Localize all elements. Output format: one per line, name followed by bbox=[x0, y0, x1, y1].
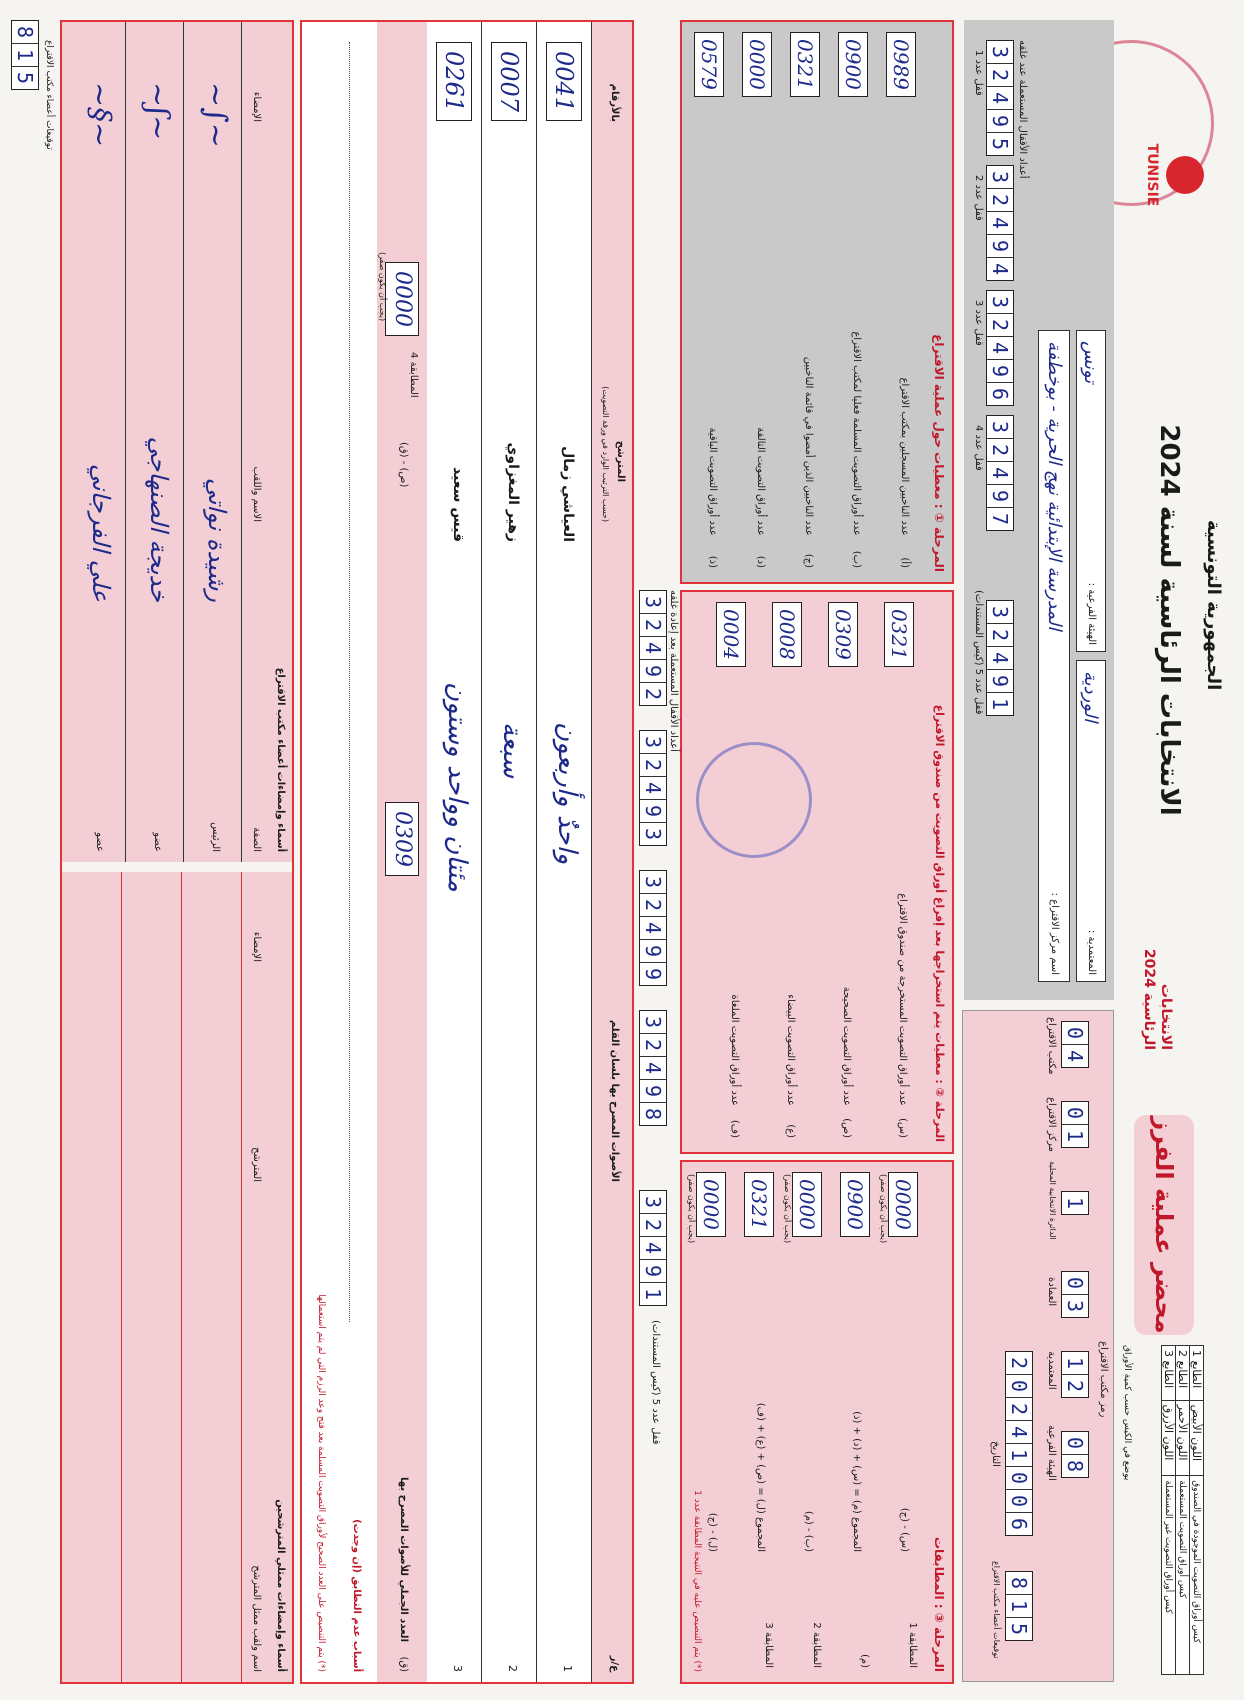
digit: 6 bbox=[987, 382, 1013, 405]
candidate-words: واحدٌ وأربعون bbox=[552, 722, 582, 865]
row-label: عدد أوراق التصويت التالفة bbox=[755, 427, 766, 536]
subdivision-field bbox=[1076, 330, 1106, 652]
digit: 2 bbox=[1062, 1374, 1088, 1397]
member-name: علي الفرجاني bbox=[87, 463, 115, 602]
row-code: (س) bbox=[897, 1117, 908, 1138]
digit: 4 bbox=[1062, 1044, 1088, 1067]
member-col-name: الاسم واللقب bbox=[251, 466, 262, 522]
match-note: (يجب أن يكون صفر) bbox=[783, 1174, 792, 1244]
row-value: 0900 bbox=[838, 32, 868, 97]
digit: 4 bbox=[640, 916, 666, 939]
lock-1-before bbox=[986, 40, 1014, 156]
row-code: (ف) bbox=[729, 1119, 740, 1138]
member-signature: ~∫~ bbox=[198, 82, 233, 148]
digit: 8 bbox=[640, 1102, 666, 1125]
digit: 8 bbox=[1007, 1576, 1031, 1590]
match-formula: المجموع (ل) = (ص) + (ع) + (ف) bbox=[755, 1402, 766, 1552]
match-formula: المجموع (م) = (س) + (د) + (ذ) bbox=[851, 1411, 862, 1552]
digit: 2 bbox=[1007, 1356, 1031, 1370]
digit: 4 bbox=[987, 646, 1013, 669]
digit: 4 bbox=[987, 211, 1013, 234]
candidate-digits: 0261 bbox=[436, 42, 472, 121]
match4-note: (يجب أن يكون صفر) bbox=[378, 252, 387, 322]
lock-label: قفل عدد 3 bbox=[973, 300, 984, 346]
reps-title: أسماء وإمضاءات ممثلي المترشحين bbox=[275, 1499, 286, 1672]
digit: 1 bbox=[640, 1282, 666, 1305]
col-name-subheader: (حسب الترتيب الوارد في ورقة التصويت) bbox=[601, 386, 610, 522]
total-code: (ق) bbox=[398, 1656, 409, 1672]
lock-2-after bbox=[639, 730, 667, 846]
member-col-signature: الإمضاء bbox=[251, 91, 262, 122]
match4-code: المطابقة 4 bbox=[408, 352, 419, 398]
row-code: (ذ) bbox=[707, 555, 718, 568]
stage1-row bbox=[878, 32, 922, 572]
digit: 3 bbox=[641, 1195, 665, 1209]
digit: 9 bbox=[640, 799, 666, 822]
location-block bbox=[964, 20, 1114, 1000]
candidate-name: زهير المغزاوي bbox=[505, 442, 521, 542]
subdivision-value: تونس bbox=[1080, 341, 1101, 384]
sub-code bbox=[1061, 1431, 1089, 1478]
page-ref bbox=[11, 20, 39, 90]
digit: 9 bbox=[987, 234, 1013, 257]
digit: 5 bbox=[1006, 1617, 1032, 1640]
digit: 0 bbox=[1006, 1489, 1032, 1512]
row-label: عدد أوراق التصويت الصحيحة bbox=[841, 986, 852, 1106]
match-code: المطابقة 3 bbox=[763, 1622, 774, 1668]
candidate-words: سبعة bbox=[497, 722, 527, 779]
candidate-row bbox=[481, 22, 537, 1682]
candidates-total-row bbox=[377, 22, 427, 1682]
rep-divider bbox=[121, 872, 122, 1682]
legend-row bbox=[1176, 1346, 1190, 1675]
digit: 0 bbox=[1063, 1106, 1087, 1120]
rep-col-name: اسم ولقب ممثل المترشح bbox=[251, 1565, 262, 1672]
isie-label: TUNISIE bbox=[1144, 143, 1160, 207]
match-value: 0900 bbox=[840, 1172, 870, 1237]
lock-4-before bbox=[986, 415, 1014, 531]
stage3-title: المرحلة ③ : المطابقات bbox=[932, 1536, 946, 1672]
delegation-field bbox=[1076, 660, 1106, 982]
stage2-row bbox=[704, 602, 754, 1142]
codes-block bbox=[962, 1010, 1114, 1682]
locks-after-block bbox=[639, 590, 679, 1680]
candidate-number: 3 bbox=[451, 1665, 464, 1672]
stage1-row bbox=[734, 32, 778, 572]
member-signature: ~ʃ~ bbox=[140, 82, 175, 141]
match-code: المطابقة 1 bbox=[907, 1622, 918, 1668]
digit: 2 bbox=[987, 313, 1013, 336]
legend-cell: كيس أوراق التصويت الموجودة في الصندوق bbox=[1190, 1476, 1204, 1675]
match4-formula: (ص) - (ق) bbox=[398, 442, 409, 488]
flag-icon bbox=[1166, 156, 1204, 194]
serial-label: توقيعات أعضاء مكتب الاقتراع bbox=[992, 1561, 1001, 1659]
digit: 9 bbox=[640, 939, 666, 962]
rep-col-signature: الإمضاء bbox=[251, 931, 262, 962]
lock-5-bag bbox=[986, 600, 1014, 716]
row-label: عدد أوراق التصويت البيضاء bbox=[785, 994, 796, 1106]
row-value: 0008 bbox=[772, 602, 802, 667]
digit: 3 bbox=[988, 170, 1012, 184]
rep-col-candidate: المترشح bbox=[251, 1147, 262, 1182]
digit: 3 bbox=[988, 45, 1012, 59]
stage3-row bbox=[878, 1172, 922, 1672]
stage2-row bbox=[872, 602, 922, 1142]
locks-before-label: أعداد الأقفال المستعملة عند غلقه bbox=[1017, 40, 1028, 179]
col-name-header: المترشح bbox=[615, 440, 626, 482]
digit: 6 bbox=[1006, 1512, 1032, 1535]
digit: 2 bbox=[640, 613, 666, 636]
row-label: عدد أوراق التصويت المستخرجة من صندوق الاقتراع bbox=[897, 893, 908, 1106]
office-seal-stamp bbox=[696, 742, 812, 858]
office-code-label: مكتب الاقتراع bbox=[1046, 1017, 1057, 1075]
row-value: 0321 bbox=[790, 32, 820, 97]
legend-table bbox=[1161, 1345, 1204, 1675]
match-value: 0000 bbox=[792, 1172, 822, 1237]
stage3-row bbox=[782, 1172, 826, 1672]
digit: 9 bbox=[987, 484, 1013, 507]
candidates-header bbox=[591, 22, 632, 1682]
candidate-row bbox=[426, 22, 482, 1682]
stage1-title: المرحلة ① : معطيات حول عملية الاقتراع bbox=[932, 334, 946, 572]
digit: 2 bbox=[1006, 1397, 1032, 1420]
total-label: العدد الجملي للأصوات المصرح بها bbox=[398, 1477, 409, 1642]
digit: 0 bbox=[1006, 1374, 1032, 1397]
digit: 4 bbox=[987, 257, 1013, 280]
digit: 2 bbox=[640, 1213, 666, 1236]
lock-label: قفل عدد 4 bbox=[973, 425, 984, 471]
delegation-label: المعتمدية : bbox=[1086, 929, 1097, 975]
lock-5-after-bag bbox=[639, 1190, 667, 1306]
legend-cell: كيس أوراق التصويت غير المستعملة bbox=[1162, 1476, 1176, 1675]
lock-4-after bbox=[639, 1010, 667, 1126]
lock-bag-label: قفل عدد 5 (كيس المستندات) bbox=[973, 590, 984, 715]
digit: 9 bbox=[987, 109, 1013, 132]
signatures-section bbox=[60, 20, 294, 1684]
digit: 1 bbox=[1062, 1124, 1088, 1147]
form-title-badge bbox=[1134, 1115, 1194, 1335]
digit: 9 bbox=[987, 669, 1013, 692]
row-value: 0004 bbox=[716, 602, 746, 667]
stage1-row bbox=[830, 32, 874, 572]
stage2-title: المرحلة ② : معطيات يتم استخراجها بعد إفراغ أوراق التصويت من صندوق الاقتراع bbox=[933, 704, 946, 1142]
digit: 4 bbox=[987, 86, 1013, 109]
digit: 5 bbox=[987, 132, 1013, 155]
digit: 3 bbox=[988, 295, 1012, 309]
row-label: عدد أوراق التصويت المسلمة فعليا لمكتب الاقتراع bbox=[851, 331, 862, 536]
digit: 9 bbox=[640, 659, 666, 682]
row-label: عدد أوراق التصويت الباقية bbox=[707, 427, 718, 536]
stage2-row bbox=[760, 602, 810, 1142]
stage1-section bbox=[680, 20, 954, 584]
legend-cell: كيس أوراق التصويت المستعملة bbox=[1176, 1476, 1190, 1675]
stage1-row bbox=[782, 32, 826, 572]
match-formula: (ب) - (م) bbox=[803, 1510, 814, 1552]
digit: 2 bbox=[987, 623, 1013, 646]
digit: 3 bbox=[641, 735, 665, 749]
digit: 3 bbox=[988, 605, 1012, 619]
match-value: 0000 bbox=[696, 1172, 726, 1237]
member-col-role: الصفة bbox=[251, 827, 262, 852]
digit: 1 bbox=[1006, 1443, 1032, 1466]
digit: 0 bbox=[1063, 1276, 1087, 1290]
signature-footer-label: توقيعات أعضاء مكتب الاقتراع bbox=[44, 40, 54, 150]
member-role: الرئيس bbox=[210, 822, 221, 852]
digit: 1 bbox=[1006, 1594, 1032, 1617]
lock-bag2-label: قفل عدد 5 (كيس المستندات) bbox=[650, 1320, 661, 1445]
candidate-number: 2 bbox=[506, 1665, 519, 1672]
candidate-number: 1 bbox=[561, 1665, 574, 1672]
match-formula: (ل) - (ج) bbox=[707, 1512, 718, 1552]
digit: 3 bbox=[641, 875, 665, 889]
reasons-label: أسباب عدم التطابق (إن وجدت) bbox=[351, 1519, 362, 1672]
digit: 4 bbox=[987, 336, 1013, 359]
center-code-label: مركز الاقتراع bbox=[1046, 1097, 1057, 1152]
page-title: الانتخابات الرئاسية لسنة 2024 bbox=[1154, 424, 1184, 816]
digit: 8 bbox=[1062, 1454, 1088, 1477]
local-code-label: الدائرة الانتخابية المحلية bbox=[1048, 1161, 1057, 1240]
candidate-name: العياشي زمال bbox=[560, 446, 576, 542]
member-row bbox=[125, 22, 184, 862]
digit: 2 bbox=[640, 1033, 666, 1056]
center-code bbox=[1061, 1101, 1089, 1148]
match-formula: (س) - (ج) bbox=[899, 1507, 910, 1552]
digit: 1 bbox=[1063, 1196, 1087, 1210]
digit: 7 bbox=[987, 507, 1013, 530]
row-code: (ب) bbox=[851, 550, 862, 568]
row-value: 0989 bbox=[886, 32, 916, 97]
member-name: رشيدة نواتي bbox=[203, 477, 231, 602]
digit: 5 bbox=[12, 66, 38, 89]
stage3-row bbox=[830, 1172, 874, 1672]
stage1-row bbox=[686, 32, 730, 572]
center-label: اسم مركز الاقتراع : bbox=[1049, 892, 1060, 975]
subdivision-label: الهيئة الفرعية : bbox=[1086, 582, 1097, 645]
lock-label: قفل عدد 2 bbox=[973, 175, 984, 221]
row-label: عدد الناخبين المسجلين بمكتب الاقتراع bbox=[899, 377, 910, 536]
members-block bbox=[62, 22, 292, 862]
digit: 3 bbox=[641, 595, 665, 609]
stage3-section bbox=[680, 1160, 954, 1684]
members-title: أسماء وإمضاءات أعضاء مكتب الاقتراع bbox=[275, 667, 286, 852]
match-note: (يجب أن يكون صفر) bbox=[879, 1174, 888, 1244]
digit: 3 bbox=[1062, 1294, 1088, 1317]
delegation-value: الوردية bbox=[1080, 671, 1101, 723]
digit: 4 bbox=[1006, 1420, 1032, 1443]
digit: 9 bbox=[640, 1259, 666, 1282]
sub-code-label: الهيئة الفرعية bbox=[1046, 1425, 1057, 1481]
imada-code bbox=[1061, 1271, 1089, 1318]
digit: 1 bbox=[12, 43, 38, 66]
col-words-header: الأصوات المصرح بها بلسان القلم bbox=[609, 1019, 620, 1182]
digit: 1 bbox=[987, 692, 1013, 715]
legend-cell: اللون الأحمر bbox=[1176, 1400, 1190, 1476]
digit: 0 bbox=[1063, 1026, 1087, 1040]
digit: 3 bbox=[640, 822, 666, 845]
total-value: 0309 bbox=[385, 802, 419, 876]
legend-cell: الطابع 2 bbox=[1176, 1346, 1190, 1401]
row-value: 0579 bbox=[694, 32, 724, 97]
match-value: 0000 bbox=[888, 1172, 918, 1237]
member-row bbox=[183, 22, 242, 862]
row-value: 0309 bbox=[828, 602, 858, 667]
legend-cell: الطابع 3 bbox=[1162, 1346, 1176, 1401]
star-note: (*) يتم التنصيص على العدد الصحيح لأوراق التصويت المسلمة بعد فتح وعد الرزم التي لم يتم استعمالها bbox=[316, 1294, 326, 1672]
lock-3-before bbox=[986, 290, 1014, 406]
legend-cell: الطابع 1 bbox=[1190, 1346, 1204, 1401]
stage3-note: (*) يتم التنصيص عليه في النتيجة المطابقة عدد 1 bbox=[692, 1490, 702, 1672]
delegation-code bbox=[1061, 1351, 1089, 1398]
center-field bbox=[1038, 330, 1070, 982]
stage2-row bbox=[816, 602, 866, 1142]
elections-logo: الانتخابات الرئاسية 2024 bbox=[1141, 948, 1174, 1050]
legend-cell: اللون الأزرق bbox=[1162, 1400, 1176, 1476]
row-code: (ج) bbox=[803, 553, 814, 568]
member-role: عضو bbox=[152, 832, 163, 852]
digit: 2 bbox=[987, 63, 1013, 86]
stage2-section bbox=[680, 590, 954, 1154]
digit: 0 bbox=[1063, 1436, 1087, 1450]
row-code: (أ) bbox=[899, 557, 910, 568]
member-row bbox=[67, 22, 126, 862]
member-role: عضو bbox=[94, 832, 105, 852]
locks-after-label: أعداد الأقفال المستعملة بعد إعادة غلقه bbox=[668, 590, 679, 752]
row-label: عدد أوراق التصويت الملغاة bbox=[729, 994, 740, 1106]
digit: 4 bbox=[987, 461, 1013, 484]
digit: 8 bbox=[13, 25, 37, 39]
col-num-header: ع/ر bbox=[609, 1655, 620, 1672]
match-code: المطابقة 2 bbox=[811, 1622, 822, 1668]
lock-3-after bbox=[639, 870, 667, 986]
reasons-line bbox=[349, 42, 350, 1322]
date-field bbox=[1005, 1351, 1033, 1536]
digit: 9 bbox=[640, 962, 666, 985]
match4-value: 0000 bbox=[385, 262, 419, 336]
match-value: 0321 bbox=[744, 1172, 774, 1237]
digit: 2 bbox=[640, 893, 666, 916]
reps-block bbox=[62, 872, 292, 1682]
date-label: التاريخ bbox=[990, 1441, 1001, 1467]
digit: 3 bbox=[641, 1015, 665, 1029]
digit: 4 bbox=[640, 1236, 666, 1259]
legend-cell: اللون الأبيض bbox=[1190, 1400, 1204, 1476]
code-label: رمز مكتب الاقتراع bbox=[1098, 1341, 1109, 1418]
row-code: (ع) bbox=[785, 1124, 796, 1138]
local-code bbox=[1061, 1191, 1089, 1215]
candidate-digits: 0041 bbox=[546, 42, 582, 121]
lock-2-before bbox=[986, 165, 1014, 281]
member-name: خديجة الصنهاجي bbox=[145, 436, 173, 602]
digit: 3 bbox=[988, 420, 1012, 434]
imada-code-label: العمادة bbox=[1046, 1277, 1057, 1307]
col-digits-header: بالأرقام bbox=[609, 83, 620, 122]
match-note: (يجب أن يكون صفر) bbox=[687, 1174, 696, 1244]
form-title: محضر عملية الفرز bbox=[1150, 1116, 1178, 1334]
row-label: عدد الناخبين الذين أمضوا في قائمة الناخبين bbox=[803, 356, 814, 536]
serial-number bbox=[1005, 1571, 1033, 1641]
candidate-name: قيس سعيد bbox=[450, 466, 466, 542]
lock-label: قفل عدد 1 bbox=[973, 50, 984, 96]
row-code: (ص) bbox=[841, 1118, 852, 1138]
digit: 2 bbox=[987, 438, 1013, 461]
candidate-row bbox=[536, 22, 592, 1682]
legend-row bbox=[1162, 1346, 1176, 1675]
digit: 4 bbox=[640, 636, 666, 659]
member-signature: ~§~ bbox=[82, 82, 117, 148]
row-value: 0000 bbox=[742, 32, 772, 97]
rep-divider bbox=[241, 872, 242, 1682]
rep-divider bbox=[181, 872, 182, 1682]
candidate-words: مئتان وواحد وستون bbox=[442, 682, 472, 892]
digit: 4 bbox=[640, 776, 666, 799]
center-value: المدرسة الإبتدائية نهج الحرية - بوخطفة bbox=[1044, 341, 1065, 631]
digit: 4 bbox=[640, 1056, 666, 1079]
digit: 2 bbox=[640, 753, 666, 776]
digit: 9 bbox=[640, 1079, 666, 1102]
republic-label: الجمهورية التونسية bbox=[1203, 520, 1224, 691]
digit: 9 bbox=[987, 359, 1013, 382]
legend-note: يوضع في الكيس حسب كمية الأوراق bbox=[1122, 1345, 1132, 1481]
delegation-code-label: المعتمدية bbox=[1046, 1351, 1057, 1390]
reasons-block bbox=[306, 22, 372, 1682]
digit: 1 bbox=[1063, 1356, 1087, 1370]
digit: 0 bbox=[1006, 1466, 1032, 1489]
legend-row bbox=[1190, 1346, 1204, 1675]
row-code: (د) bbox=[755, 555, 766, 568]
stage3-row bbox=[734, 1172, 778, 1672]
digit: 2 bbox=[640, 682, 666, 705]
candidates-section bbox=[300, 20, 634, 1684]
candidate-digits: 0007 bbox=[491, 42, 527, 121]
digit: 2 bbox=[987, 188, 1013, 211]
office-code bbox=[1061, 1021, 1089, 1068]
lock-1-after bbox=[639, 590, 667, 706]
match-code: (م) bbox=[859, 1654, 870, 1668]
row-value: 0321 bbox=[884, 602, 914, 667]
